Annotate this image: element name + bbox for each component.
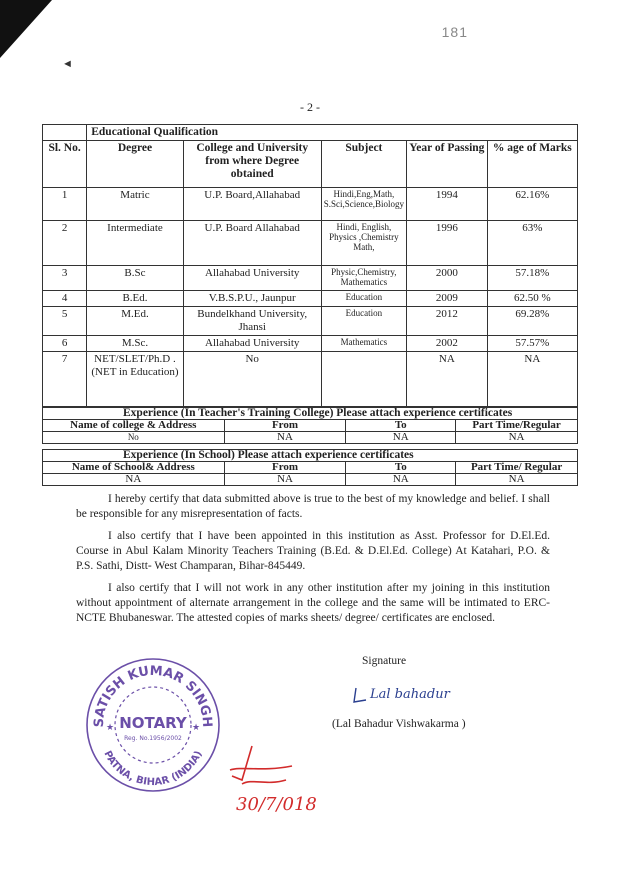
cell-college: U.P. Board,Allahabad [183,188,321,221]
cell-subject [321,352,406,407]
signatory-name: (Lal Bahadur Vishwakarma ) [332,718,466,730]
table-row [43,221,578,266]
cell-subject: Education [321,307,406,336]
cell-subject: Education [321,291,406,307]
cell-degree: B.Sc [87,266,183,291]
cell-sl: 4 [43,291,87,307]
cell-year: NA [406,352,487,407]
cell: NA [224,432,346,444]
table-row [43,474,578,486]
cell-year: 2002 [406,336,487,352]
col-header: Year of Passing [406,141,487,188]
scan-corner-shadow [0,0,52,58]
col-header: Name of School& Address [43,462,225,474]
cell-college: Bundelkhand University, Jhansi [183,307,321,336]
table-row [43,266,578,291]
experience-school-table [42,449,578,486]
svg-text:PATNA, BIHAR (INDIA): PATNA, BIHAR (INDIA) [101,749,205,789]
experience-college-title: Experience (In Teacher's Training College) Please attach experience certificates [43,408,578,420]
col-header: College and University from where Degree obtained [183,141,321,188]
cell: NA [346,432,456,444]
cell-college: Allahabad University [183,336,321,352]
cell: NA [456,432,578,444]
scan-mark: ◄ [62,58,73,70]
cell-marks: 62.50 % [487,291,577,307]
cell: No [43,432,225,444]
col-header: Part Time/ Regular [456,462,578,474]
cell: NA [456,474,578,486]
section-title: Educational Qualification [87,125,578,141]
col-header: Degree [87,141,183,188]
col-header: To [346,462,456,474]
svg-text:★: ★ [192,722,201,732]
col-header: Sl. No. [43,141,87,188]
page-mark: 181 [441,24,468,40]
declaration-paragraph: I also certify that I will not work in any other institution after my joining in this institution without appointment of alternate arrangement in the college and the same will be intimated to ERC-NCTE Bhubaneswar. The attested copies of marks sheets/ degree/ certificates are enclosed. [76,582,550,624]
cell-subject: Physic,Chemistry, Mathematics [321,266,406,291]
col-header: Subject [321,141,406,188]
cell-sl: 2 [43,221,87,266]
cell-marks: 57.57% [487,336,577,352]
cell: NA [224,474,346,486]
table-row [43,307,578,336]
signature-label: Signature [362,655,407,667]
cell-subject: Mathematics [321,336,406,352]
attestation-date: 30/7/018 [236,794,317,815]
cell-degree: B.Ed. [87,291,183,307]
col-header: % age of Marks [487,141,577,188]
declaration [76,492,550,633]
cell-marks: 63% [487,221,577,266]
table-header-row [43,141,578,188]
col-header: From [224,462,346,474]
cell-sl: 7 [43,352,87,407]
cell-year: 2009 [406,291,487,307]
experience-school-title: Experience (In School) Please attach experience certificates [43,450,578,462]
table-header-row [43,420,578,432]
experience-college-table [42,407,578,444]
col-header: From [224,420,346,432]
col-header: Name of college & Address [43,420,225,432]
page-number: - 2 - [300,100,320,114]
col-header: Part Time/Regular [456,420,578,432]
svg-text:★: ★ [106,722,115,732]
handwritten-signature-text: Lal bahadur [370,687,450,702]
cell-subject: Hindi,Eng,Math, S.Sci,Science,Biology [321,188,406,221]
cell-year: 1994 [406,188,487,221]
table-row [43,352,578,407]
cell-marks: NA [487,352,577,407]
cell-sl: 3 [43,266,87,291]
table-row [43,336,578,352]
cell-year: 1996 [406,221,487,266]
cell-year: 2012 [406,307,487,336]
cell-sl: 6 [43,336,87,352]
col-header: To [346,420,456,432]
declaration-paragraph: I also certify that I have been appointed in this institution as Asst. Professor for D.El.Ed. Course in Abul Kalam Minority Teachers Training (B.Ed. & D.El.Ed. College) At Katahari, P.O. & P.S. Sathi, Distt- West Champaran, Bihar-845449. [76,530,550,572]
cell-marks: 69.28% [487,307,577,336]
handwritten-signature [348,680,498,710]
notary-stamp [82,654,224,796]
cell-college: Allahabad University [183,266,321,291]
table-row [43,432,578,444]
education-table [42,124,578,407]
svg-text:SATISH KUMAR SINGH: SATISH KUMAR SINGH [91,663,215,728]
cell-sl: 1 [43,188,87,221]
cell-degree: NET/SLET/Ph.D . (NET in Education) [87,352,183,407]
declaration-paragraph: I hereby certify that data submitted above is true to the best of my knowledge and belief. I shall be responsible for any misrepresentation of facts. [76,493,550,520]
cell-marks: 57.18% [487,266,577,291]
cell-college: No [183,352,321,407]
cell-college: V.B.S.P.U., Jaunpur [183,291,321,307]
cell-college: U.P. Board Allahabad [183,221,321,266]
table-row [43,188,578,221]
cell-sl: 5 [43,307,87,336]
cell-marks: 62.16% [487,188,577,221]
svg-text:NOTARY: NOTARY [119,714,187,732]
cell-degree: M.Sc. [87,336,183,352]
cell-degree: Matric [87,188,183,221]
cell-degree: Intermediate [87,221,183,266]
cell-subject: Hindi, English, Physics ,Chemistry Math, [321,221,406,266]
svg-text:Reg. No.1956/2002: Reg. No.1956/2002 [124,735,182,742]
cell: NA [43,474,225,486]
cell-degree: M.Ed. [87,307,183,336]
cell: NA [346,474,456,486]
attestation-mark [222,742,342,822]
table-row [43,291,578,307]
table-header-row [43,462,578,474]
cell-year: 2000 [406,266,487,291]
